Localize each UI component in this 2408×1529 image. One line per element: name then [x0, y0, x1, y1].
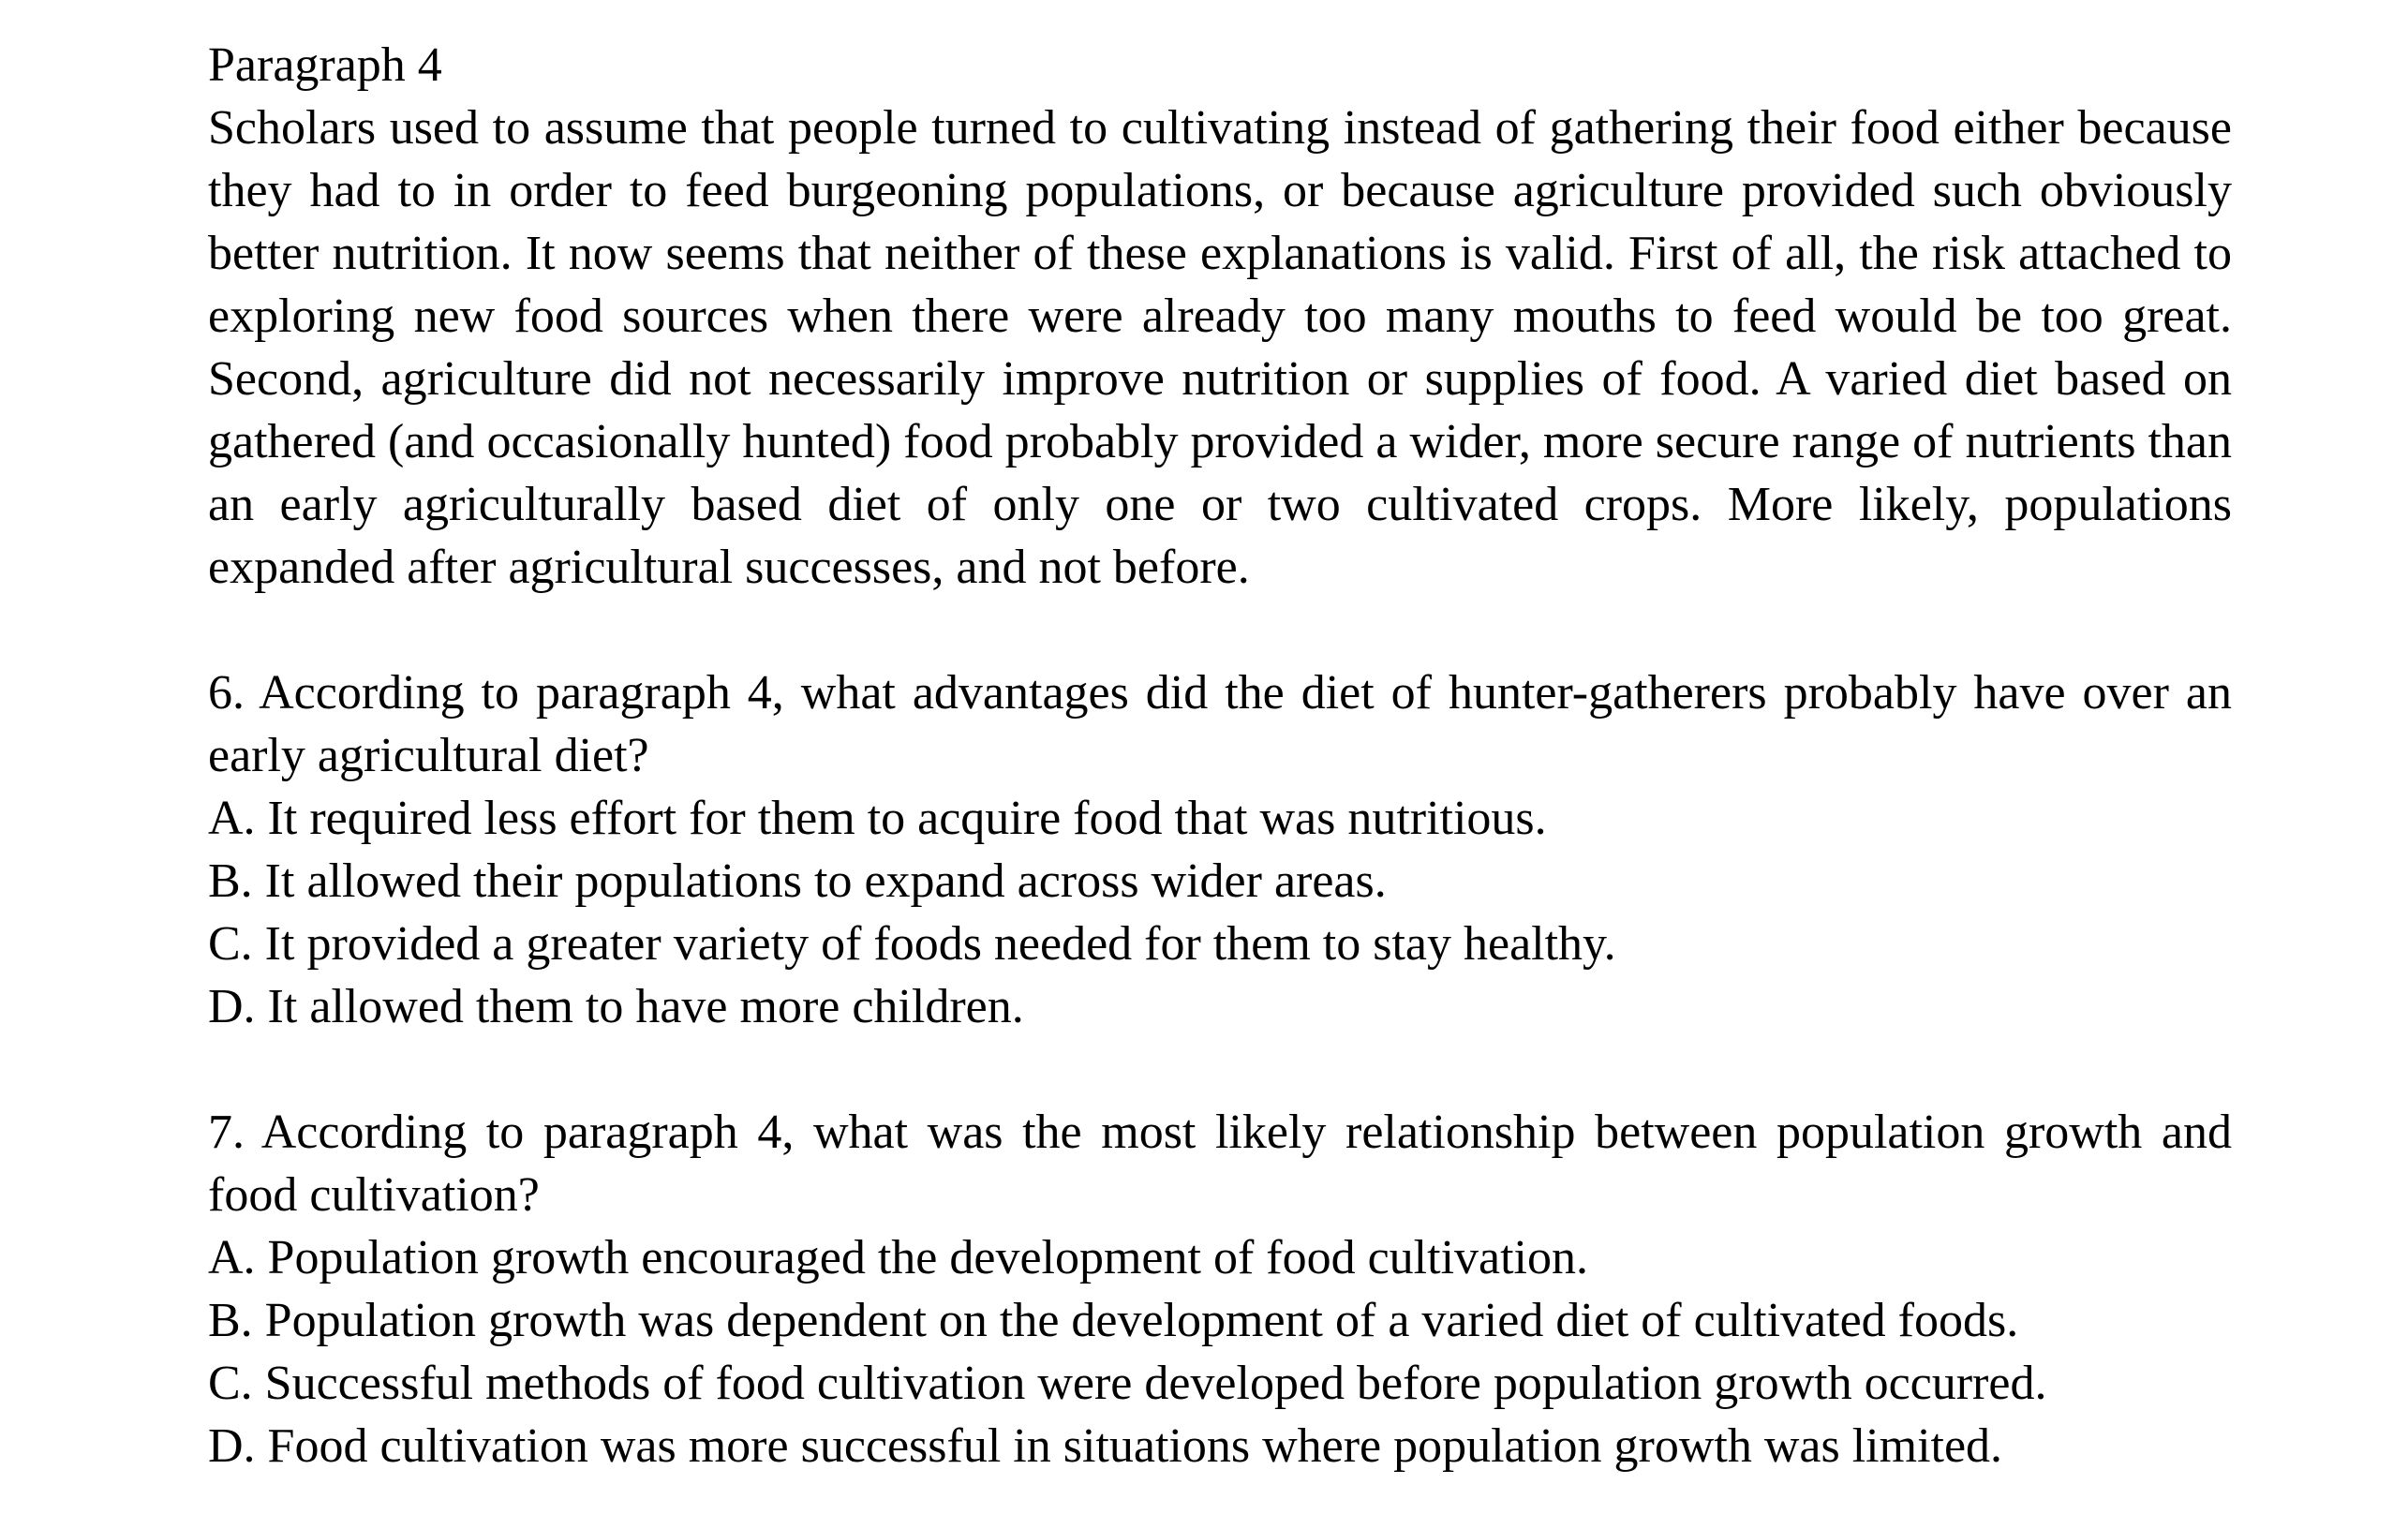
option-c: C. It provided a greater variety of foods needed for them to stay healthy. [208, 917, 1616, 971]
document-page [208, 34, 2232, 1477]
option-c: C. Successful methods of food cultivation were developed before population growth occurred. [208, 1357, 2047, 1410]
paragraph-body: Scholars used to assume that people turned to cultivating instead of gathering their food either because they had to in order to feed burgeoning populations, or because agriculture provided such obviously better nutrition. It now seems that neither of these explanations is valid. First of all, the risk attached to exploring new food sources when there were already too many mouths to feed would be too great. Second, agriculture did not necessarily improve nutrition or supplies of food. A varied diet based on gathered (and occasionally hunted) food probably provided a wider, more secure range of nutrients than an early agriculturally based diet of only one or two cultivated crops. More likely, populations expanded after agricultural successes, and not before. [208, 101, 2232, 594]
option-b: B. Population growth was dependent on the development of a varied diet of cultivated foods. [208, 1294, 2019, 1347]
question-6 [208, 661, 2232, 1038]
passage [208, 34, 2232, 599]
option-d: D. Food cultivation was more successful in situations where population growth was limited. [208, 1419, 2003, 1473]
question-stem: 6. According to paragraph 4, what advantages did the diet of hunter-gatherers probably have over an early agricultural diet? [208, 666, 2232, 782]
question-7 [208, 1101, 2232, 1477]
option-a: A. Population growth encouraged the development of food cultivation. [208, 1231, 1588, 1284]
option-d: D. It allowed them to have more children. [208, 980, 1024, 1033]
option-b: B. It allowed their populations to expand across wider areas. [208, 854, 1387, 908]
question-stem: 7. According to paragraph 4, what was the most likely relationship between population growth and food cultivation? [208, 1106, 2232, 1222]
option-a: A. It required less effort for them to acquire food that was nutritious. [208, 792, 1547, 845]
paragraph-heading: Paragraph 4 [208, 38, 442, 92]
